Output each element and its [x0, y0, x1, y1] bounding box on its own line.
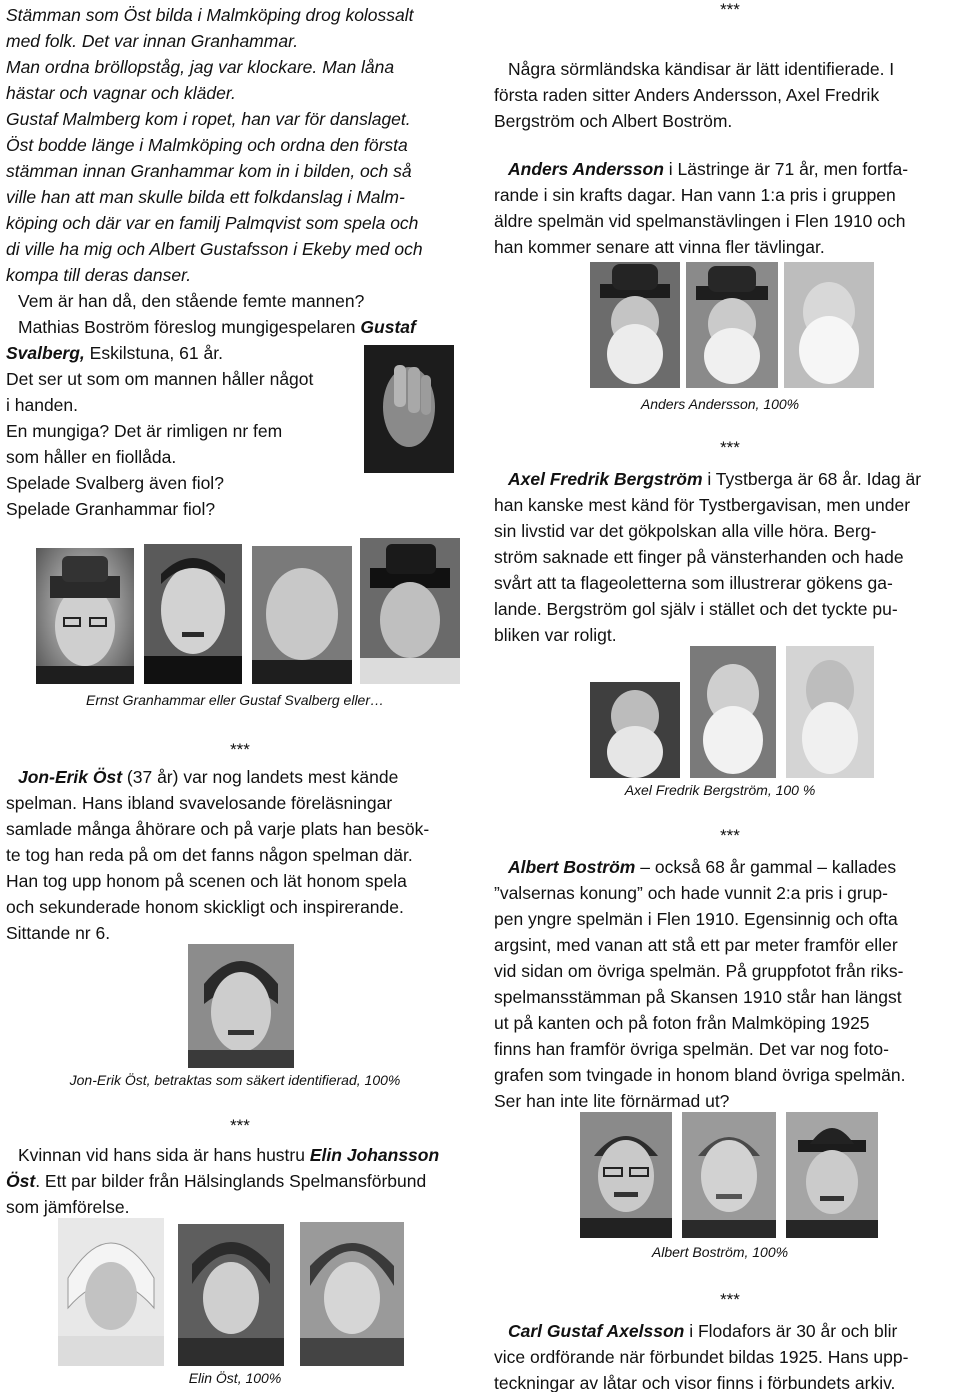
person-name-jonerik: Jon-Erik Öst — [18, 767, 123, 787]
text-line: och sekunderade honom skickligt och inspirerande. — [6, 897, 404, 917]
text-line: vice ordförande när förbundet bildas 1925. Hans upp- — [494, 1347, 909, 1367]
albert-portraits-row — [580, 1112, 880, 1240]
text-line — [494, 156, 956, 182]
text-line: han kanske mest känd för Tystbergavisan, men under — [494, 495, 911, 515]
text-line — [494, 466, 956, 492]
right-intro-paragraph — [494, 56, 956, 134]
text-span: i Tystberga är 68 år. Idag är — [702, 469, 922, 489]
separator-stars: *** — [720, 826, 740, 845]
text-span: Kvinnan vid hans sida är hans hustru — [18, 1145, 310, 1165]
question-paragraph — [18, 288, 478, 340]
text-line: som jämförelse. — [6, 1197, 130, 1217]
axel-paragraph — [494, 466, 956, 648]
portrait-photo — [58, 1218, 164, 1366]
text-line: Bergström och Albert Boström. — [494, 111, 733, 131]
text-span: . Ett par bilder från Hälsinglands Spelmansförbund — [35, 1171, 427, 1191]
text-line: första raden sitter Anders Andersson, Axel Fredrik — [494, 85, 880, 105]
hand-illustration — [364, 345, 454, 473]
text-line: Man ordna bröllopståg, jag var klockare. Man låna — [6, 57, 395, 77]
person-name-carl: Carl Gustaf Axelsson — [508, 1321, 685, 1341]
text-line: Ser han inte lite förnärmad ut? — [494, 1091, 730, 1111]
portrait-photo — [300, 1222, 404, 1366]
text-line: vid sidan om övriga spelmän. På gruppfotot från riks- — [494, 961, 904, 981]
women-portraits-row — [58, 1218, 406, 1368]
portrait-photo — [682, 1112, 776, 1238]
separator-stars: *** — [230, 740, 250, 759]
elin-caption: Elin Öst, 100% — [188, 1370, 282, 1386]
text-line: pen yngre spelmän i Flen 1910. Egensinnig och ofta — [494, 909, 898, 929]
text-line: sin livstid var det gökpolskan alla ville höra. Berg- — [494, 521, 877, 541]
text-line: Spelade Svalberg även fiol? — [6, 473, 224, 493]
portrait-photo — [360, 538, 460, 684]
text-line: Några sörmländska kändisar är lätt identifierade. I — [508, 59, 895, 79]
text-span: i Lästringe är 71 år, men fortfa- — [663, 159, 909, 179]
person-name-anders: Anders Andersson — [508, 159, 664, 179]
albert-caption: Albert Boström, 100% — [651, 1244, 789, 1260]
text-line: bliken var roligt. — [494, 625, 617, 645]
anders-paragraph — [494, 156, 956, 260]
text-line: Spelade Granhammar fiol? — [6, 499, 216, 519]
text-line: ”valsernas konung” och hade vunnit 2:a pris i grup- — [494, 883, 888, 903]
text-span: i Flodafors är 30 år och blir — [684, 1321, 898, 1341]
text-line: di ville ha mig och Albert Gustafsson i Ekeby med och — [6, 239, 423, 259]
text-line: kompa till deras danser. — [6, 265, 192, 285]
separator-stars: *** — [720, 1290, 740, 1309]
portrait-photo — [690, 646, 776, 778]
text-line: hästar och vagnar och kläder. — [6, 83, 236, 103]
person-name-svalberg-cont: Svalberg, — [6, 343, 85, 363]
text-line: svårt att ta flageoletterna som illustrerar gökens ga- — [494, 573, 893, 593]
jonerik-caption: Jon-Erik Öst, betraktas som säkert identifierad, 100% — [69, 1072, 401, 1088]
text-line — [18, 314, 478, 340]
portrait-photo — [686, 262, 778, 388]
portrait-photo — [590, 682, 680, 778]
text-line: argsint, med vanan att stå ett par meter framför eller — [494, 935, 898, 955]
text-line: finns han framför övriga spelmän. Det var nog foto- — [494, 1039, 889, 1059]
text-span: Eskilstuna, 61 år. — [84, 343, 223, 363]
text-line: ville han att man skulle bilda ett folkdanslag i Malm- — [6, 187, 405, 207]
portrait-photo — [252, 546, 352, 684]
text-line: En mungiga? Det är rimligen nr fem — [6, 421, 283, 441]
portrait-photo — [144, 544, 242, 684]
intro-paragraph — [6, 2, 476, 288]
person-name-axel: Axel Fredrik Bergström — [508, 469, 703, 489]
portrait-photo — [36, 548, 134, 684]
jonerik-paragraph — [6, 764, 468, 946]
text-line: Det ser ut som om mannen håller något — [6, 369, 314, 389]
person-name-svalberg: Gustaf — [360, 317, 416, 337]
text-line: i handen. — [6, 395, 79, 415]
albert-paragraph — [494, 854, 956, 1114]
text-line: äldre spelmän vid spelmanstävlingen i Flen 1910 och — [494, 211, 906, 231]
text-line: grafen som tvingade in honom bland övriga spelmän. — [494, 1065, 906, 1085]
four-portraits-caption: Ernst Granhammar eller Gustaf Svalberg eller… — [86, 692, 384, 708]
anders-caption: Anders Andersson, 100% — [640, 396, 800, 412]
separator-stars: *** — [230, 1116, 250, 1135]
text-line: lande. Bergström gol själv i stället och det tyckte pu- — [494, 599, 898, 619]
portrait-photo — [786, 646, 874, 778]
axel-caption: Axel Fredrik Bergström, 100 % — [624, 782, 816, 798]
hand-photo — [364, 345, 454, 473]
text-line: te tog han reda på om det fanns någon spelman där. — [6, 845, 413, 865]
four-portraits-row — [36, 538, 466, 686]
text-line: med folk. Det var innan Granhammar. — [6, 31, 299, 51]
carl-paragraph — [494, 1318, 956, 1392]
text-span: (37 år) var nog landets mest kände — [122, 767, 399, 787]
text-line: samlade många åhörare och på varje plats han besök- — [6, 819, 430, 839]
jonerik-photo — [188, 944, 294, 1068]
elin-paragraph — [6, 1142, 476, 1220]
anders-portraits-row — [590, 262, 874, 390]
text-line — [6, 340, 366, 366]
text-line — [6, 764, 468, 790]
text-line: Han tog upp honom på scenen och lät honom spela — [6, 871, 407, 891]
portrait-photo — [786, 1112, 878, 1238]
portrait-photo — [178, 1224, 284, 1366]
text-line: rande i sin krafts dagar. Han vann 1:a pris i gruppen — [494, 185, 896, 205]
text-line: stämman innan Granhammar kom in i bilden, och så — [6, 161, 412, 181]
text-span: Mathias Boström föreslog mungigespelaren — [18, 317, 356, 337]
axel-portraits-row — [590, 646, 874, 778]
text-line — [6, 1142, 476, 1168]
text-line: Stämman som Öst bilda i Malmköping drog kolossalt — [6, 5, 414, 25]
person-name-elin: Elin Johansson — [309, 1145, 440, 1165]
portrait-photo — [580, 1112, 672, 1238]
portrait-photo — [590, 262, 680, 388]
text-line: som håller en fiollåda. — [6, 447, 177, 467]
text-line: spelmansstämman på Skansen 1910 står han längst — [494, 987, 902, 1007]
text-line: ström saknade ett finger på vänsterhanden och hade — [494, 547, 904, 567]
text-line: köping och där var en familj Palmqvist som spela och — [6, 213, 419, 233]
text-line — [494, 854, 956, 880]
person-name-albert: Albert Boström — [508, 857, 636, 877]
person-name-elin-cont: Öst — [6, 1171, 36, 1191]
text-line: spelman. Hans ibland svavelosande föreläsningar — [6, 793, 393, 813]
separator-stars: *** — [720, 0, 740, 19]
text-span: – också 68 år gammal – kallades — [635, 857, 897, 877]
text-line: Vem är han då, den stående femte mannen? — [18, 291, 365, 311]
text-line: teckningar av låtar och visor finns i förbundets arkiv. — [494, 1373, 896, 1392]
text-line — [494, 1318, 956, 1344]
svalberg-paragraph — [6, 340, 366, 522]
text-line: Gustaf Malmberg kom i ropet, han var för danslaget. — [6, 109, 411, 129]
text-line: han kommer senare att vinna fler tävlingar. — [494, 237, 825, 257]
text-line — [6, 1168, 476, 1194]
separator-stars: *** — [720, 438, 740, 457]
text-line: Öst bodde länge i Malmköping och ordna den första — [6, 135, 408, 155]
portrait-photo — [784, 262, 874, 388]
text-line: ut på kanten och på foton från Malmköping 1925 — [494, 1013, 870, 1033]
text-line: Sittande nr 6. — [6, 923, 111, 943]
